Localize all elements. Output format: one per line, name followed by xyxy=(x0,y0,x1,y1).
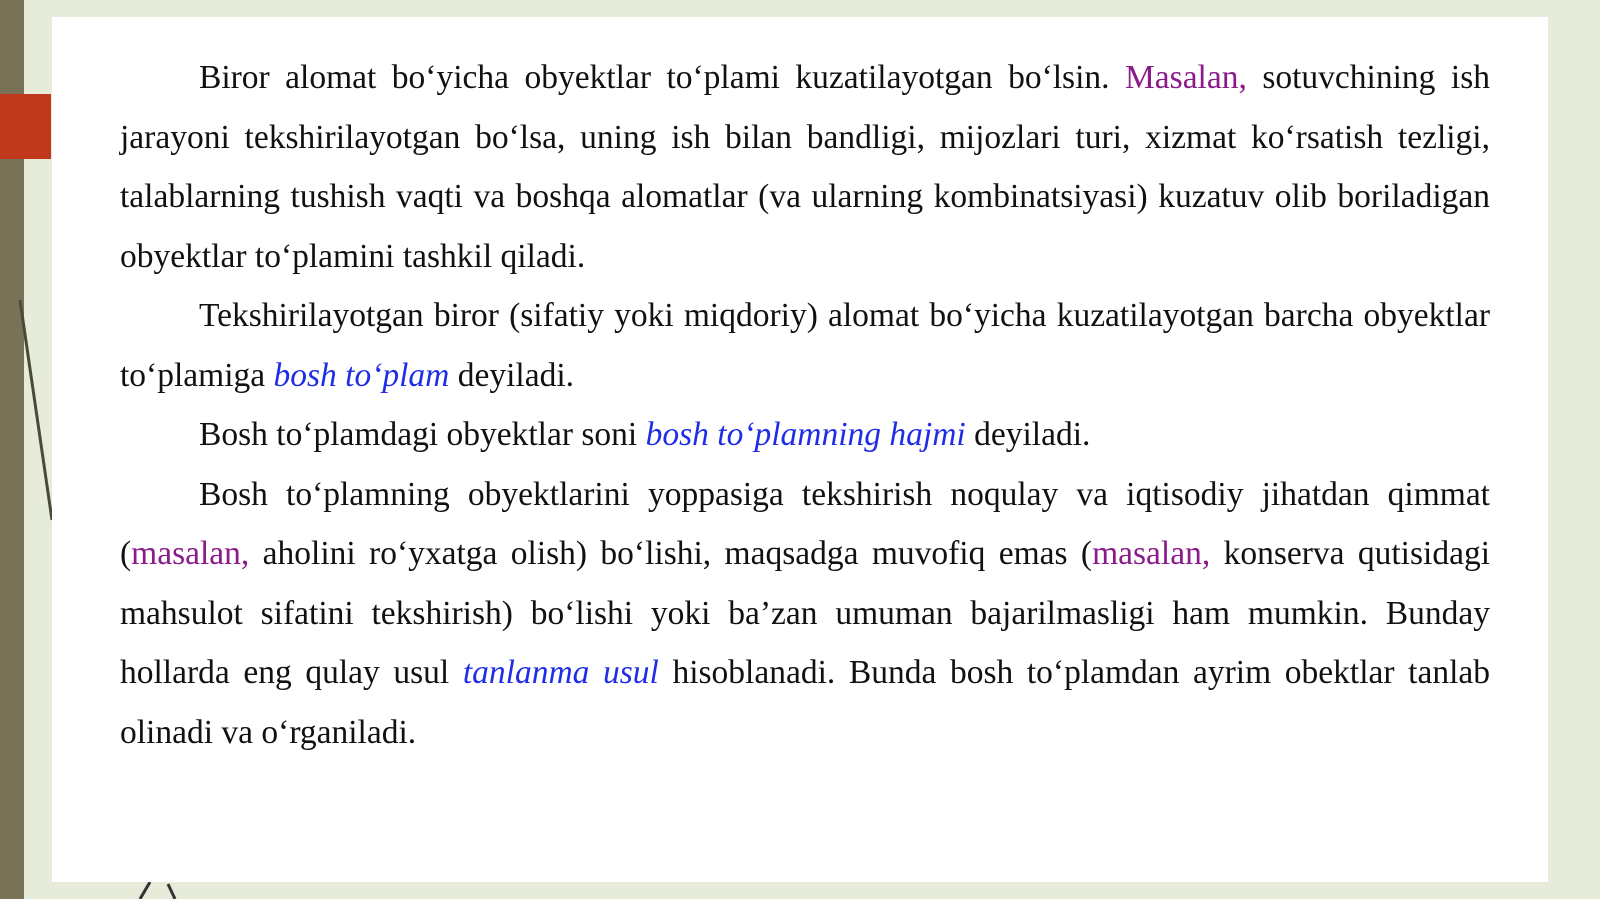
text-span: deyiladi. xyxy=(965,416,1091,453)
paragraph-1 xyxy=(120,48,1490,286)
text-span: Tekshirilayotgan biror (sifatiy yoki miqdoriy) alomat bo‘yicha kuzatilayotgan barcha obyektlar to‘plamiga xyxy=(120,297,1490,394)
text-span: deyiladi. xyxy=(449,356,575,394)
term-bosh-toplam: bosh to‘plam xyxy=(273,356,450,394)
text-span: aholini ro‘yxatga olish) bo‘lishi, maqsadga muvofiq emas ( xyxy=(249,535,1093,572)
highlight-masalan: Masalan, xyxy=(1125,59,1247,96)
text-span: Bosh to‘plamdagi obyektlar soni xyxy=(199,416,646,453)
highlight-masalan: masalan, xyxy=(1092,535,1211,572)
paragraph-3 xyxy=(120,405,1490,465)
text-span: Biror alomat bo‘yicha obyektlar to‘plami kuzatilayotgan bo‘lsin. xyxy=(199,59,1125,96)
highlight-masalan: masalan, xyxy=(131,535,250,572)
text-span: sotuvchining ish jarayoni tekshirilayotgan bo‘lsa, uning ish bilan bandligi, mijozlari turi, xizmat ko‘rsatish tezligi, talablarning tushish vaqti va boshqa alomatlar (va ularning kombinatsiyasi) kuzatuv olib boriladigan obyektlar to‘plamini tashkil qiladi. xyxy=(120,59,1490,275)
text-span: hisoblanadi. Bunda bosh to‘plamdan ayrim obektlar tanlab olinadi va o‘rganiladi. xyxy=(120,654,1491,751)
paragraph-4 xyxy=(120,465,1490,763)
term-bosh-toplam-hajmi: bosh to‘plamning hajmi xyxy=(645,416,966,453)
text-body xyxy=(120,48,1490,762)
term-tanlanma-usul: tanlanma usul xyxy=(462,654,659,691)
text-span: Bosh to‘plamning obyektlarini yoppasiga tekshirish noqulay va iqtisodiy jihatdan qimmat ( xyxy=(120,475,1490,572)
paragraph-2 xyxy=(120,286,1490,405)
accent-block xyxy=(0,94,51,159)
text-span: konserva qutisidagi mahsulot sifatini tekshirish) bo‘lishi yoki ba’zan umuman bajarilmasligi ham mumkin. Bunday hollarda eng qulay usul xyxy=(120,535,1491,691)
slide-content xyxy=(52,17,1548,882)
